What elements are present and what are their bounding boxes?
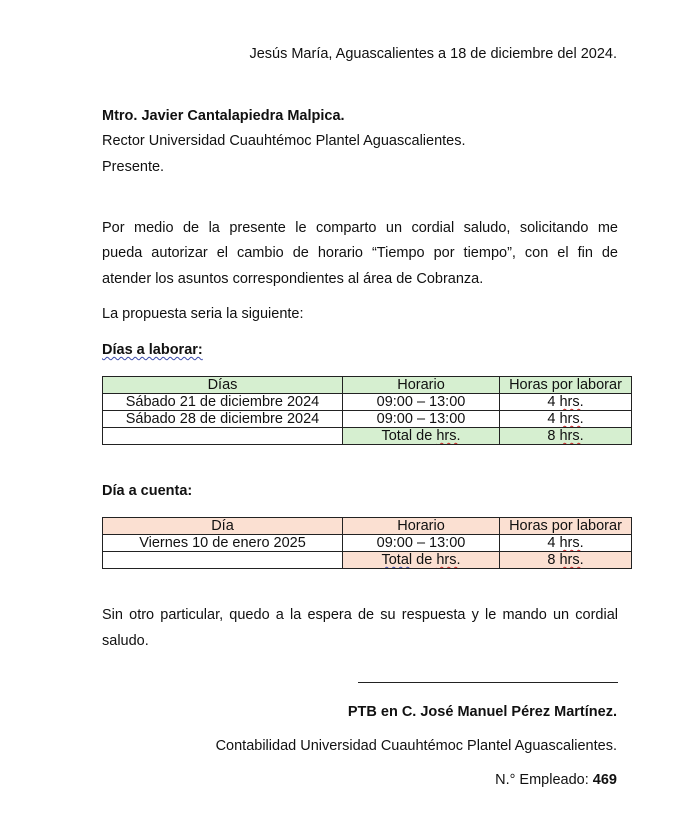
body-line-1: Por medio de la presente le comparto un cordial saludo, solicitando me — [102, 220, 618, 236]
row-hours-unit: hrs. — [559, 394, 584, 410]
row-schedule: 09:00 – 13:00 — [343, 535, 500, 552]
total-label-a: Total — [381, 552, 413, 568]
table-row — [103, 535, 632, 552]
row-schedule: 09:00 – 13:00 — [343, 394, 500, 411]
recipient-greeting: Presente. — [102, 159, 165, 175]
column-header-schedule: Horario — [343, 377, 500, 394]
table-header-row — [103, 377, 632, 394]
signature-line — [358, 682, 618, 683]
total-label-unit: hrs. — [436, 428, 461, 444]
place-date: Jesús María, Aguascalientes a 18 de diciembre del 2024. — [249, 46, 617, 62]
work-days-table — [102, 376, 632, 445]
table-row — [103, 411, 632, 428]
total-hours-value: 8 — [547, 552, 556, 568]
column-header-day: Día — [103, 518, 343, 535]
row-hours-unit: hrs. — [559, 411, 584, 427]
work-days-heading — [102, 342, 203, 358]
column-header-days: Días — [103, 377, 343, 394]
closing-line-2: saludo. — [102, 633, 149, 649]
total-label-b: de — [416, 552, 433, 568]
total-hours — [500, 428, 632, 445]
work-days-heading-text: Días a laborar: — [102, 342, 203, 358]
row-hours — [500, 411, 632, 428]
total-hours-value: 8 — [547, 428, 556, 444]
row-hours-value: 4 — [547, 535, 556, 551]
recipient-role: Rector Universidad Cuauhtémoc Plantel Aguascalientes. — [102, 133, 466, 149]
credit-days-table — [102, 517, 632, 569]
employee-label: N.° Empleado: — [495, 772, 589, 788]
employee-number: 469 — [592, 772, 617, 788]
total-label — [343, 428, 500, 445]
total-hours-unit: hrs. — [559, 428, 584, 444]
table-header-row — [103, 518, 632, 535]
row-schedule: 09:00 – 13:00 — [343, 411, 500, 428]
total-empty-cell — [103, 552, 343, 569]
row-day: Viernes 10 de enero 2025 — [103, 535, 343, 552]
column-header-hours: Horas por laborar — [500, 518, 632, 535]
total-empty-cell — [103, 428, 343, 445]
total-hours-unit: hrs. — [559, 552, 584, 568]
body-line-2: pueda autorizar el cambio de horario “Tiempo por tiempo”, con el fin de — [102, 245, 618, 261]
credit-days-heading: Día a cuenta: — [102, 483, 193, 499]
row-day: Sábado 21 de diciembre 2024 — [103, 394, 343, 411]
table-total-row — [103, 552, 632, 569]
column-header-schedule: Horario — [343, 518, 500, 535]
employee-number-line — [495, 772, 617, 788]
recipient-name: Mtro. Javier Cantalapiedra Malpica. — [102, 108, 345, 124]
signature-department: Contabilidad Universidad Cuauhtémoc Plantel Aguascalientes. — [215, 738, 617, 754]
total-hours — [500, 552, 632, 569]
row-hours-value: 4 — [547, 394, 556, 410]
proposal-intro: La propuesta seria la siguiente: — [102, 306, 304, 322]
closing-line-1: Sin otro particular, quedo a la espera de su respuesta y le mando un cordial — [102, 607, 618, 623]
row-hours — [500, 394, 632, 411]
total-label-unit: hrs. — [436, 552, 461, 568]
row-hours — [500, 535, 632, 552]
column-header-hours: Horas por laborar — [500, 377, 632, 394]
signature-name: PTB en C. José Manuel Pérez Martínez. — [347, 704, 617, 720]
row-hours-unit: hrs. — [559, 535, 584, 551]
table-total-row — [103, 428, 632, 445]
total-label-a: Total — [381, 428, 413, 444]
total-label — [343, 552, 500, 569]
total-label-b: de — [416, 428, 433, 444]
body-line-3: atender los asuntos correspondientes al área de Cobranza. — [102, 271, 484, 287]
table-row — [103, 394, 632, 411]
row-hours-value: 4 — [547, 411, 556, 427]
row-day: Sábado 28 de diciembre 2024 — [103, 411, 343, 428]
